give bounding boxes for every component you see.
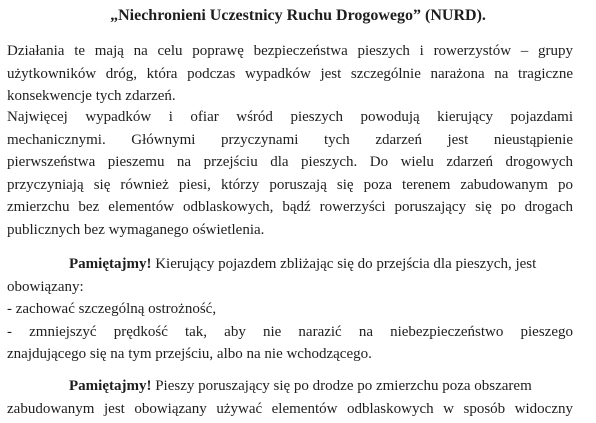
paragraph-line: pierwszeństwa pieszemu na przejściu dla pieszych. Do wielu zdarzeń drogowych (7, 154, 573, 171)
paragraph-line: użytkowników dróg, która podczas wypadków jest szczególnie narażona na tragiczne (7, 65, 573, 82)
notice-emphasis: Pamiętajmy! (69, 256, 152, 272)
notice-first-line (7, 253, 573, 276)
causes-paragraph (7, 106, 573, 242)
notice-text: Pieszy poruszający się po drodze po zmierzchu poza obszarem (151, 378, 532, 394)
paragraph-line: Najwięcej wypadków i ofiar wśród pieszych powodują kierujący pojazdami (7, 109, 573, 125)
paragraph-line: publicznych bez wymaganego oświetlenia. (7, 221, 265, 238)
driver-notice (7, 253, 573, 366)
paragraph-line: zmierzchu bez elementów odblaskowych, bądź rowerzyści poruszający się po drogach (7, 199, 573, 216)
paragraph-line: przyczyniają się również piesi, którzy poruszają się poza terenem zabudowanym po (7, 176, 573, 193)
paragraph-line: konsekwencje tych zdarzeń. (7, 88, 176, 105)
notice-emphasis: Pamiętajmy! (69, 378, 152, 394)
pedestrian-notice (7, 375, 573, 420)
notice-line: znajdującego się na tym przejściu, albo na nie wchodzącego. (7, 346, 372, 363)
notice-line: obowiązany: (7, 278, 84, 295)
notice-line: - zachować szczególną ostrożność, (7, 301, 217, 318)
notice-first-line (7, 375, 573, 398)
notice-line: zabudowanym jest obowiązany używać elementów odblaskowych w sposób widoczny (7, 400, 573, 417)
document-title: „Niechronieni Uczestnicy Ruchu Drogowego” (NURD). (110, 7, 486, 24)
notice-line: - zmniejszyć prędkość tak, aby nie narazić na niebezpieczeństwo pieszego (7, 323, 573, 340)
notice-text: Kierujący pojazdem zbliżając się do przejścia dla pieszych, jest (151, 256, 537, 272)
paragraph-line: Działania te mają na celu poprawę bezpieczeństwa pieszych i rowerzystów – grupy (7, 43, 573, 59)
intro-paragraph (7, 40, 573, 108)
paragraph-line: mechanicznymi. Głównymi przyczynami tych zdarzeń jest nieustąpienie (7, 131, 573, 148)
